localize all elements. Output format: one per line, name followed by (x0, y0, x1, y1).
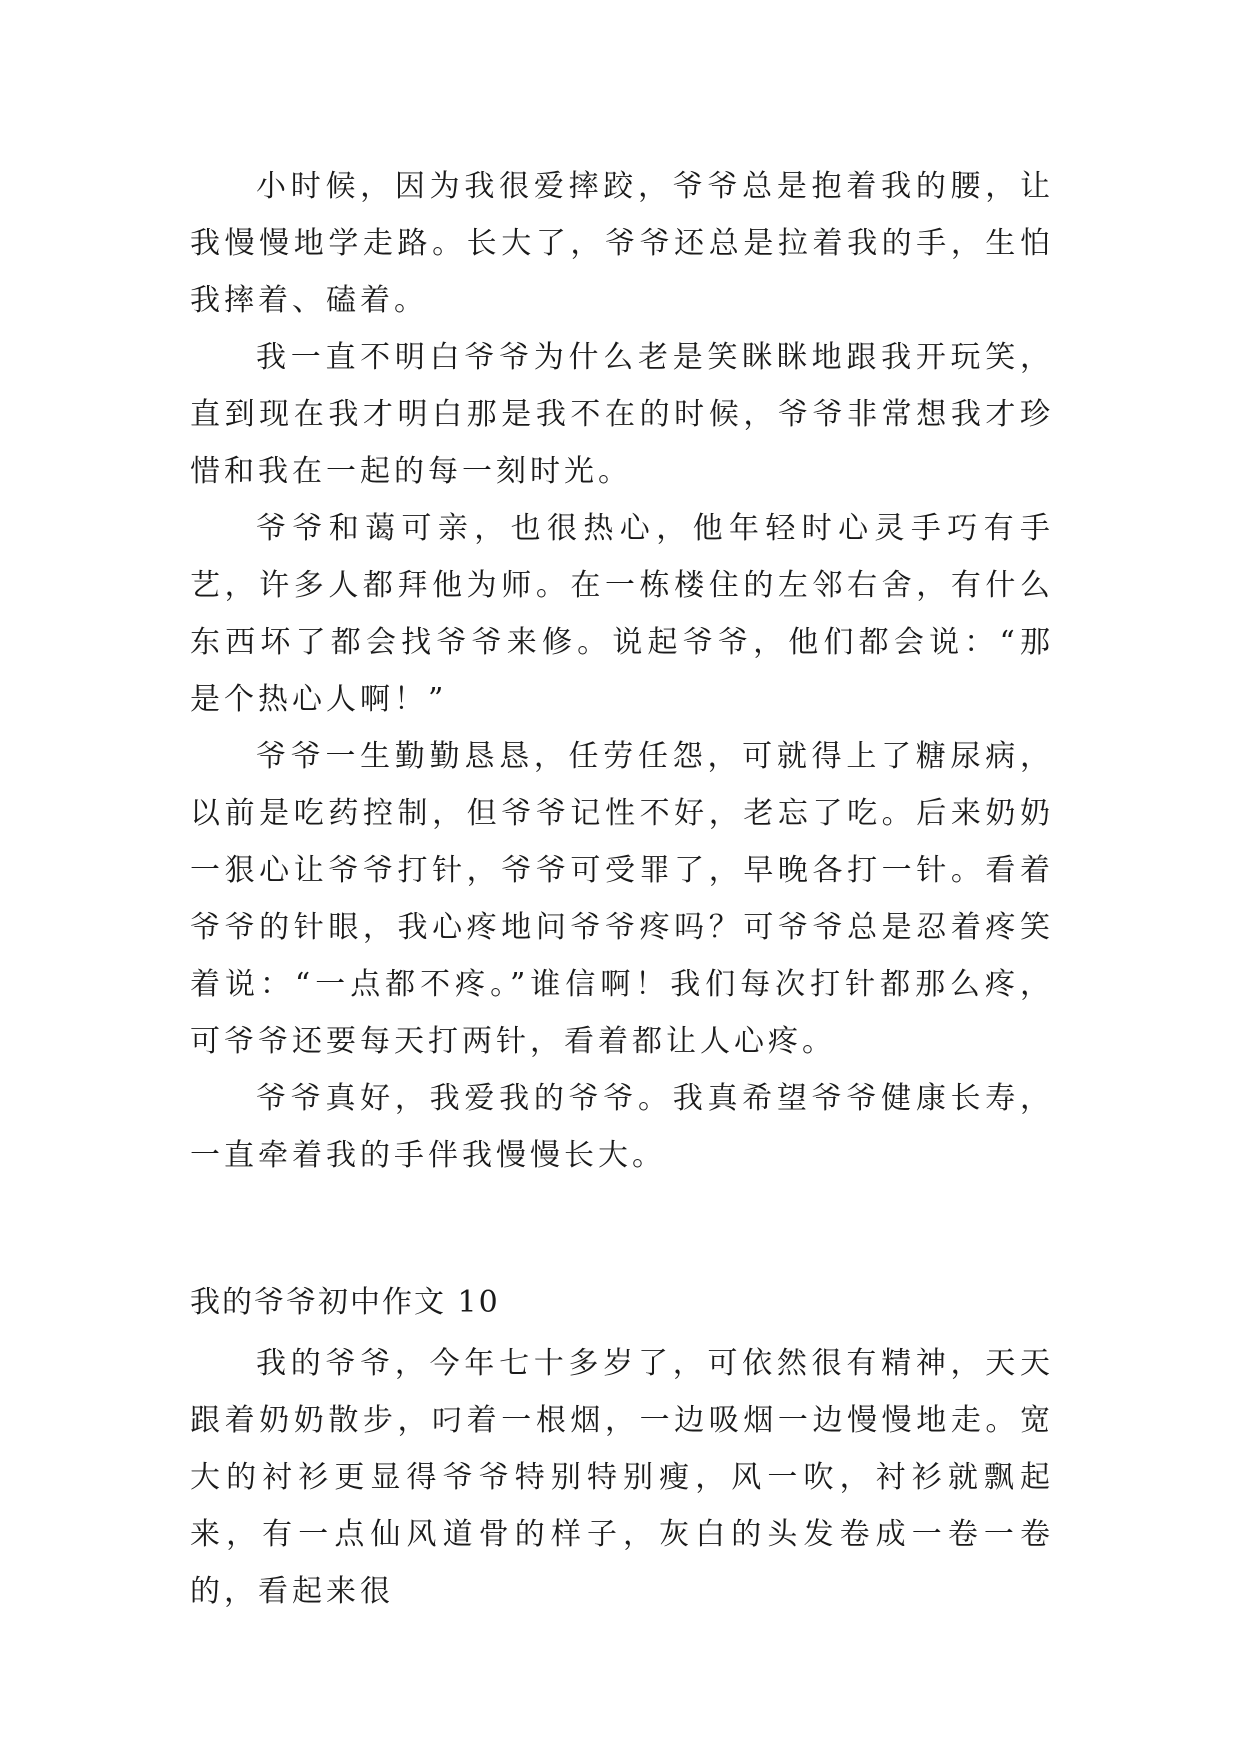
essay-body-previous (190, 158, 1054, 1184)
paragraph: 小时候，因为我很爱摔跤，爷爷总是抱着我的腰，让我慢慢地学走路。长大了，爷爷还总是拉着我的手，生怕我摔着、磕着。 (190, 169, 1054, 318)
essay-body-10 (190, 1335, 1054, 1620)
paragraph: 我的爷爷，今年七十多岁了，可依然很有精神，天天跟着奶奶散步，叼着一根烟，一边吸烟一边慢慢地走。宽大的衬衫更显得爷爷特别特别瘦，风一吹，衬衫就飘起来，有一点仙风道骨的样子，灰白的头发卷成一卷一卷的，看起来很 (190, 1346, 1054, 1609)
paragraph: 我一直不明白爷爷为什么老是笑眯眯地跟我开玩笑，直到现在我才明白那是我不在的时候，爷爷非常想我才珍惜和我在一起的每一刻时光。 (190, 340, 1054, 489)
paragraph: 爷爷一生勤勤恳恳，任劳任怨，可就得上了糖尿病，以前是吃药控制，但爷爷记性不好，老忘了吃。后来奶奶一狠心让爷爷打针，爷爷可受罪了，早晚各打一针。看着爷爷的针眼，我心疼地问爷爷疼吗？可爷爷总是忍着疼笑着说：“一点都不疼。”谁信啊！我们每次打针都那么疼，可爷爷还要每天打两针，看着都让人心疼。 (190, 739, 1054, 1059)
paragraph: 爷爷和蔼可亲，也很热心，他年轻时心灵手巧有手艺，许多人都拜他为师。在一栋楼住的左邻右舍，有什么东西坏了都会找爷爷来修。说起爷爷，他们都会说：“那是个热心人啊！” (190, 511, 1054, 717)
section-heading: 我的爷爷初中作文 10 (190, 1285, 500, 1320)
paragraph: 爷爷真好，我爱我的爷爷。我真希望爷爷健康长寿，一直牵着我的手伴我慢慢长大。 (190, 1081, 1054, 1173)
